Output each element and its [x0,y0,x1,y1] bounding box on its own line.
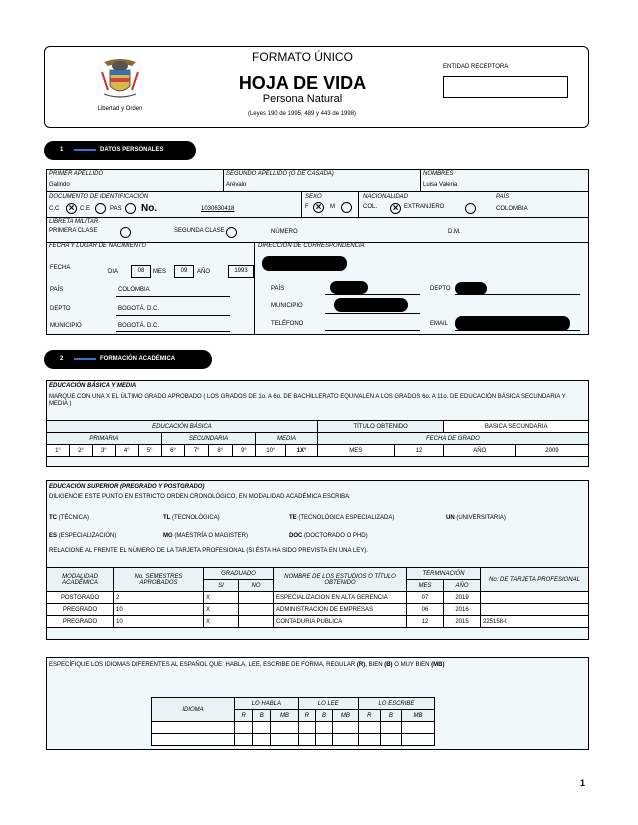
row-ano[interactable]: 2016 [444,604,481,616]
languages-instruction: ESPECÍFIQUE LOS IDIOMAS DIFERENTES AL ESPAÑOL QUE: HABLA, LEE, ESCRIBE DE FORMA, REGULAR (R), BIEN (B) O MUY BIEN (MB) [49,662,445,668]
row-si[interactable]: X [204,604,239,616]
col-semestres: No. SEMESTRES APROBADOS [114,568,204,592]
birth-municipio-value[interactable]: BOGOTÁ. D.C. [118,323,160,329]
basic-education-table [46,420,589,457]
row-no[interactable] [239,604,274,616]
graduation-date-label: FECHA DE GRADO [317,433,588,445]
sex-f-radio-checked[interactable]: × [313,202,324,213]
id-document-label: DOCUMENTO DE IDENTIFICACIÓN [49,194,149,200]
table-row [47,604,589,616]
row-modalidad[interactable]: PREGRADO [47,604,114,616]
pas-radio[interactable] [125,203,136,214]
birth-month-label: MES [153,269,167,275]
grade-cell[interactable]: 10° [256,445,286,457]
table-row [47,592,589,604]
sex-label: SEXO [305,194,322,200]
grade-cell[interactable]: 4° [115,445,138,457]
modality-tl: TL (TECNOLÓGICA) [163,515,220,521]
row-no[interactable] [239,592,274,604]
country-label: PAÍS [496,194,510,200]
language-cell[interactable] [316,722,333,734]
language-cell[interactable] [298,722,315,734]
col-lo-escribe: LO ESCRIBE [358,698,434,710]
birth-depto-label: DEPTO [50,306,71,312]
col-mes: MES [407,580,444,592]
language-cell[interactable] [152,722,235,734]
birth-date-label: FECHA [50,265,71,271]
page-subtitle: Persona Natural [262,93,343,105]
row-si[interactable]: X [204,592,239,604]
section-1-title: DATOS PERSONALES [100,147,164,153]
col-lo-habla: LO HABLA [235,698,299,710]
row-semestres[interactable]: 10 [114,604,204,616]
cc-label: C.C [49,206,60,212]
phone-label: TELÉFONO [271,321,304,327]
military-number-label: NÚMERO [271,229,298,235]
row-mes[interactable]: 06 [407,604,444,616]
language-cell[interactable] [316,734,333,746]
languages-table [151,697,435,746]
id-number-label: No. [141,203,158,214]
first-class-radio[interactable] [120,227,131,238]
col-ano: AÑO [444,580,481,592]
basic-education-instruction: MARQUE CON UNA X EL ÚLTIMO GRADO APROBADO ( LOS GRADOS DE 1o. A 6o. DE BACHILLERATO EQUIVALEN A LOS GRADOS 6o. A 11o. DE EDUCACIÓN BÁSICA SECUNDARIA Y MEDIA ) [49,394,566,407]
secundaria-label: SECUNDARIA [161,433,256,445]
col-idioma: IDIOMA [152,698,235,722]
modality-te: TE (TECNOLÓGICA ESPECIALIZADA) [289,515,395,521]
basic-education-header: EDUCACIÓN BÁSICA [47,421,318,433]
language-cell[interactable] [152,734,235,746]
birth-municipio-label: MUNICIPIO [50,323,82,329]
col-graduado: GRADUADO [204,568,274,580]
language-cell[interactable] [358,734,380,746]
row-tarjeta[interactable] [481,592,589,604]
page-number: 1 [580,778,586,788]
birth-label: FECHA Y LUGAR DE NACIMIENTO [49,243,147,249]
primaria-label: PRIMARIA [47,433,162,445]
sex-m-radio[interactable] [341,202,352,213]
col-lo-lee: LO LEE [298,698,358,710]
section-2-header [44,350,212,369]
language-cell[interactable] [235,722,253,734]
grade-cell[interactable]: 2° [69,445,92,457]
language-cell[interactable] [380,734,401,746]
row-nombre[interactable]: CONTADURIA PUBLICA [274,616,407,628]
second-surname-value[interactable]: Arévalo [226,182,247,188]
nationality-label: NACIONALIDAD [363,194,409,200]
row-mes[interactable]: 12 [407,616,444,628]
address-municipio-label: MUNICIPIO [271,303,303,309]
row-si[interactable]: X [204,616,239,628]
row-ano[interactable]: 2019 [444,592,481,604]
grade-cell[interactable]: 6° [161,445,185,457]
address-depto-label: DEPTO [430,286,451,292]
nationality-col-radio-checked[interactable]: × [390,203,401,214]
nationality-foreign-label: EXTRANJERO [404,204,445,210]
birth-country-label: PAÍS [50,287,64,293]
language-cell[interactable] [271,722,299,734]
modality-mg: MG (MAESTRÍA O MAGISTER) [163,533,249,539]
grade-cell[interactable]: 7° [185,445,209,457]
section-1-number: 1 [60,147,64,153]
language-cell[interactable] [332,734,358,746]
second-class-label: SEGUNDA CLASE [174,228,225,234]
address-country-label: PAÍS [271,286,285,292]
higher-education-instruction: DILIGENCIE ESTE PUNTO EN ESTRICTO ORDEN CRONOLÓGICO, EN MODALIDAD ACADÉMICA ESCRIBA: [49,494,351,500]
receiving-entity-label: ENTIDAD RECEPTORA [443,64,509,70]
language-cell[interactable] [401,734,434,746]
ce-radio[interactable] [95,203,106,214]
higher-education-table [46,567,589,628]
names-label: NOMBRES [423,171,454,177]
col-modalidad: MODALIDAD ACADÉMICA [47,568,114,592]
row-no[interactable] [239,616,274,628]
receiving-entity-field[interactable] [443,76,568,98]
language-cell[interactable] [271,734,299,746]
row-tarjeta[interactable] [481,604,589,616]
row-mes[interactable]: 07 [407,592,444,604]
row-modalidad[interactable]: POSTGRADO [47,592,114,604]
address-country-redacted [330,281,368,294]
language-cell[interactable] [380,722,401,734]
table-row [47,616,589,628]
address-redacted [262,256,347,271]
email-label: EMAIL [430,321,449,327]
grade-cell[interactable]: 1° [47,445,70,457]
modality-es: ES (ESPECIALIZACIÓN) [49,533,117,539]
modality-un: UN (UNIVERSITARIA) [446,515,506,521]
title-obtained-value[interactable]: BASICA SECUNDARIA [444,421,589,433]
col-no: NO [239,580,274,592]
birth-day-label: DIA [108,269,119,275]
professional-card-instruction: RELACIONE AL FRENTE EL NÚMERO DE LA TARJETA PROFESIONAL (SI ÉSTA HA SIDO PREVISTA EN UNA LEY). [49,548,368,554]
row-tarjeta[interactable]: 225158-t [481,616,589,628]
sex-m-label: M [330,204,335,210]
row-modalidad[interactable]: PREGRADO [47,616,114,628]
basic-education-title: EDUCACIÓN BÁSICA Y MEDIA [49,383,137,389]
ce-label: C.E [80,206,91,212]
col-tarjeta: No. DE TARJETA PROFESIONAL [481,568,589,592]
nationality-col-label: COL. [363,204,378,210]
section-1-header [44,141,196,160]
format-label: FORMATO ÚNICO [252,50,353,64]
address-municipio-redacted [334,298,408,312]
grade-cell[interactable]: 5° [138,445,161,457]
grade-cell[interactable]: 9° [232,445,256,457]
grad-month-value[interactable]: 12 [394,445,444,457]
language-cell[interactable] [298,734,315,746]
col-r: R [235,710,253,722]
col-r: R [358,710,380,722]
birth-country-value[interactable]: COLOMBIA [118,287,150,293]
language-cell[interactable] [253,722,271,734]
grade-cell[interactable]: 8° [208,445,232,457]
col-b: B [253,710,271,722]
cc-radio-checked[interactable]: × [66,203,77,214]
media-label: MEDIA [256,433,318,445]
language-cell[interactable] [235,734,253,746]
second-class-radio[interactable] [226,227,237,238]
title-obtained-label: TÍTULO OBTENIDO [317,421,444,433]
col-mb: MB [271,710,299,722]
military-card-label: LIBRETA MILITAR [49,219,99,225]
col-si: SI [204,580,239,592]
birth-year-value[interactable]: 1993 [228,265,254,278]
country-value[interactable]: COLOMBIA [496,206,528,212]
modality-doc: DOC (DOCTORADO O PHD) [289,533,368,539]
language-cell[interactable] [358,722,380,734]
grad-year-label: AÑO [444,445,516,457]
address-label: DIRECCIÓN DE CORRESPONDENCIA [258,243,365,249]
grade-cell-marked[interactable]: 1X° [286,445,317,457]
grad-month-label: MES [317,445,394,457]
email-redacted [455,316,570,331]
birth-day-value[interactable]: 08 [131,265,151,278]
col-mb: MB [401,710,434,722]
section-2-number: 2 [60,356,64,362]
col-b: B [380,710,401,722]
row-semestres[interactable]: 2 [114,592,204,604]
higher-education-title: EDUCACIÓN SUPERIOR (PREGRADO Y POSTGRADO) [49,484,205,490]
row-nombre[interactable]: ESPECIALIZACION EN ALTA GERENCIA [274,592,407,604]
sex-f-label: F [305,204,309,210]
birth-depto-value[interactable]: BOGOTÁ. D.C. [118,306,160,312]
col-nombre: NOMBRE DE LOS ESTUDIOS O TÍTULO OBTENIDO [274,568,407,592]
names-value[interactable]: Luisa Valeria [423,182,458,188]
modality-tc: TC (TÉCNICA) [49,515,90,521]
pas-label: PAS [110,206,122,212]
col-mb: MB [332,710,358,722]
second-surname-label: SEGUNDO APELLIDO (O DE CASADA) [226,171,334,177]
laws-reference: (Leyes 190 de 1995, 489 y 443 de 1998) [247,111,357,117]
language-cell[interactable] [332,722,358,734]
page-title: HOJA DE VIDA [238,73,367,93]
logo-caption: Libertad y Orden [97,106,143,112]
col-r: R [298,710,315,722]
col-b: B [316,710,333,722]
section-2-title: FORMACIÓN ACADÉMICA [100,356,176,362]
row-ano[interactable]: 2015 [444,616,481,628]
first-surname-value[interactable]: Galindo [49,182,70,188]
nationality-foreign-radio[interactable] [465,203,476,214]
col-terminacion: TERMINACIÓN [407,568,481,580]
grad-year-value[interactable]: 2009 [515,445,588,457]
military-dm-label: D.M. [448,229,461,235]
row-semestres[interactable]: 10 [114,616,204,628]
language-cell[interactable] [401,722,434,734]
birth-year-label: AÑO [197,269,211,275]
id-number-value[interactable]: 1030630418 [201,206,235,212]
grade-cell[interactable]: 3° [92,445,115,457]
language-cell[interactable] [253,734,271,746]
birth-month-value[interactable]: 09 [174,265,194,278]
coat-of-arms-logo [98,56,142,102]
first-class-label: PRIMERA CLASE [49,228,98,234]
first-surname-label: PRIMER APELLIDO [49,171,104,177]
row-nombre[interactable]: ADMINISTRACION DE EMPRESAS [274,604,407,616]
